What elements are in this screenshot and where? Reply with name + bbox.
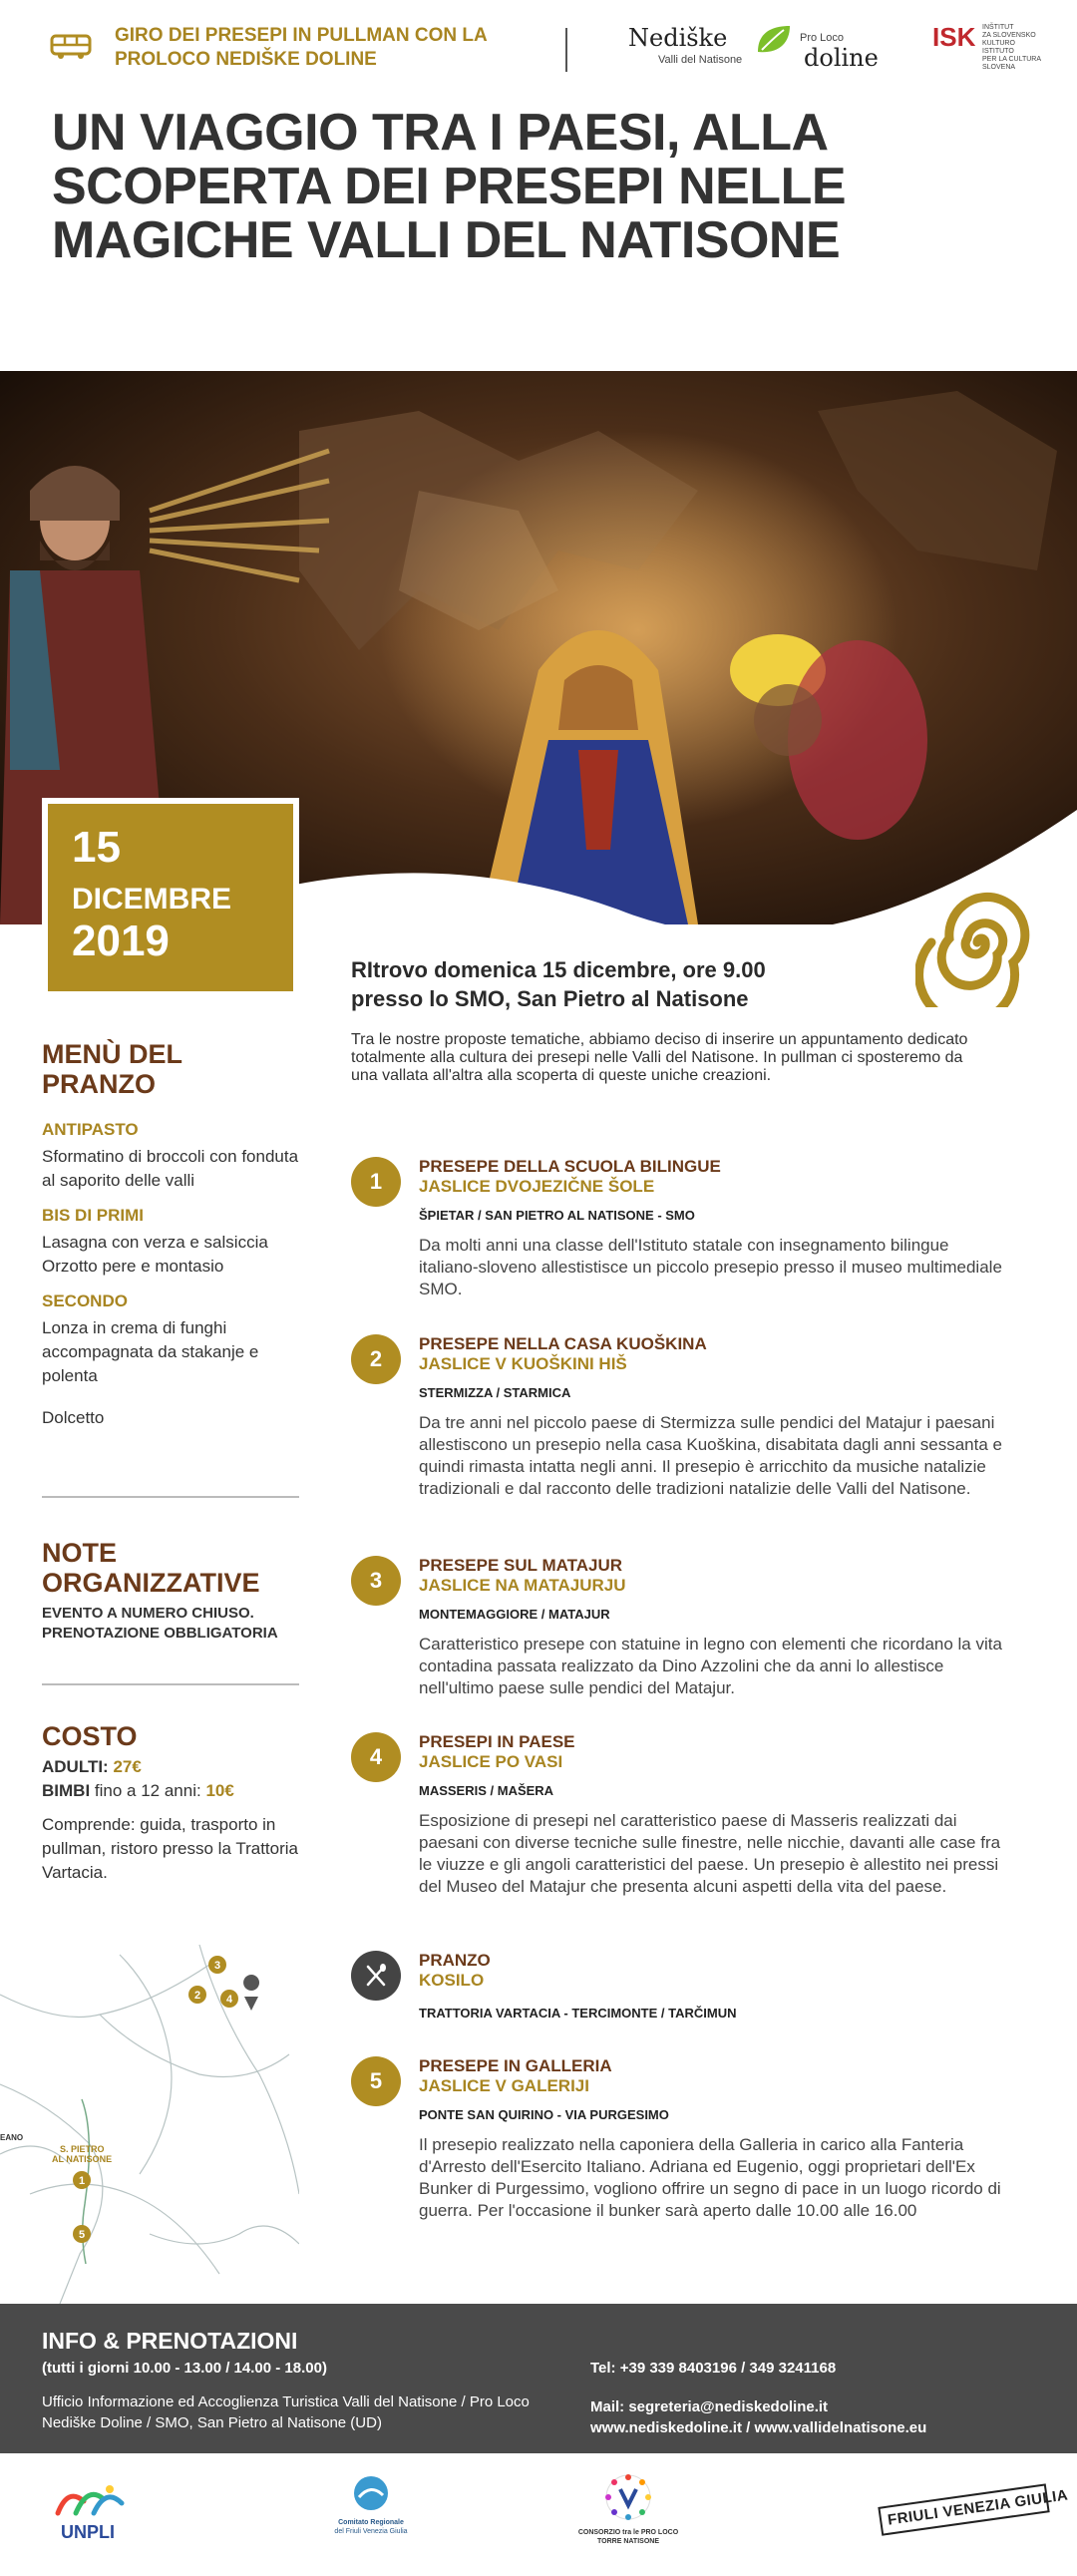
notes-line: EVENTO A NUMERO CHIUSO. [42, 1605, 254, 1622]
menu-section-text: Lasagna con verza e salsiccia Orzotto pere e montasio [42, 1233, 268, 1276]
header-divider [565, 28, 567, 72]
notes-title: NOTE ORGANIZZATIVE [42, 1538, 260, 1598]
route-map [0, 1935, 299, 2304]
map-pin-label: 2 [193, 1990, 201, 2002]
fork-knife-icon [351, 1951, 401, 2001]
stop-description: Da tre anni nel piccolo paese di Stermizza sulle pendici del Matajur i paesani allestiscono un presepio nella casa Kuoškina, disabitata dagli anni sessanta e quindi rimasta intatta negli anni. Il presepio è arricchito da musiche natalizie tradizionali e dal racconto delle tradizioni natalizie delle Valli del Natisone. [419, 1413, 1002, 1498]
stop-title: PRESEPI IN PAESE [419, 1732, 575, 1751]
stop-number: 1 [351, 1157, 401, 1207]
map-label: AL NATISONE [52, 2154, 113, 2164]
stop-subtitle: JASLICE V KUOŠKINI HIŠ [419, 1354, 627, 1373]
cost-title: COSTO [42, 1721, 138, 1751]
stop-number: 3 [351, 1556, 401, 1606]
stop-description: Esposizione di presepi nel caratteristico paese di Masseris realizzati dai paesani con diverse tecniche sulle finestre, nelle nicchie, davanti alle case fra le viuzze e gli angoli caratteristici del paese. Un presepio è allestito nei pressi del Museo del Matajur che presenta alcuni aspetti della vita del paese. [419, 1811, 1001, 1896]
restaurant-pin-icon [243, 1975, 259, 2011]
map-pin-label: 3 [213, 1960, 221, 1972]
menu-title: MENÙ DEL PRANZO [42, 1039, 182, 1099]
menu-section-text: Sformatino di broccoli con fonduta al saporito delle valli [42, 1147, 299, 1190]
date-year: 2019 [72, 917, 170, 965]
stop-number: 4 [351, 1732, 401, 1782]
bus-icon [50, 34, 92, 60]
meeting-line: RItrovo domenica 15 dicembre, ore 9.00 [351, 957, 766, 982]
stop-description: Il presepio realizzato nella caponiera della Galleria in carico alla Fanteria d'Arresto dell'Esercito Italiano. Adriana ed Eugenio, oggi proprietari dell'Ex Bunker di Purgessimo, vogliono offrire un segno di pace in un luogo ricordo di guerra. Per l'occasione il bunker sarà aperto dalle 10.00 alle 16.00 [419, 2135, 1001, 2220]
kids-label: BIMBI [42, 1781, 91, 1800]
stop-location: PONTE SAN QUIRINO - VIA PURGESIMO [419, 2107, 669, 2122]
stop-location: STERMIZZA / STARMICA [419, 1385, 571, 1400]
stop-subtitle: JASLICE NA MATAJURJU [419, 1576, 626, 1595]
stop-location: MONTEMAGGIORE / MATAJUR [419, 1607, 610, 1622]
info-office: Ufficio Informazione ed Accoglienza Turistica Valli del Natisone / Pro Loco Nediške Doline / SMO, San Pietro al Natisone (UD) [42, 2393, 530, 2431]
notes-line: PRENOTAZIONE OBBLIGATORIA [42, 1625, 278, 1642]
stop-title: PRESEPE NELLA CASA KUOŠKINA [419, 1334, 707, 1353]
menu-dessert: Dolcetto [42, 1408, 105, 1427]
menu-section-text: Lonza in crema di funghi accompagnata da stakanje e polenta [42, 1318, 259, 1385]
map-pin-label: 1 [78, 2175, 86, 2187]
sponsor-logos [0, 2453, 1077, 2576]
adults-label: ADULTI: [42, 1757, 109, 1776]
divider [42, 1496, 299, 1498]
info-hours: (tutti i giorni 10.00 - 13.00 / 14.00 - 18.00) [42, 2360, 327, 2377]
menu-section-label: SECONDO [42, 1291, 128, 1310]
header-title: GIRO DEI PRESEPI IN PULLMAN CON LA PROLOCO NEDIŠKE DOLINE [115, 25, 487, 70]
map-pin-label: 4 [225, 1994, 233, 2006]
map-label: EANO [0, 2133, 24, 2142]
stop-subtitle: KOSILO [419, 1971, 485, 1990]
info-email[interactable]: Mail: segreteria@nediskedoline.it [590, 2398, 829, 2415]
stop-number: 5 [351, 2056, 401, 2106]
stop-number [351, 1951, 401, 2001]
stop-subtitle: JASLICE DVOJEZIČNE ŠOLE [419, 1177, 655, 1196]
divider [42, 1683, 299, 1685]
meeting-info [351, 955, 969, 1013]
map-label: S. PIETRO [60, 2144, 105, 2154]
menu-section-label: ANTIPASTO [42, 1120, 139, 1139]
stop-location: MASSERIS / MAŠERA [419, 1783, 554, 1798]
fvg-region-logo: FRIULI VENEZIA GIULIA [878, 2483, 1050, 2542]
cost-section [42, 1721, 299, 1885]
menu-section [42, 1039, 299, 1430]
info-websites[interactable]: www.nediskedoline.it / www.vallidelnatisone.eu [590, 2419, 927, 2436]
isk-logo: ISK INŠTITUT ZA SLOVENSKO KULTURO ISTITUTO PER LA CULTURA SLOVENA [932, 22, 1041, 71]
intro-text: Tra le nostre proposte tematiche, abbiamo deciso di inserire un appuntamento dedicato totalmente alla cultura dei presepi nelle Valli del Natisone. In pullman ci sposteremo da una vallata all'altra alla scoperta di queste uniche creazioni. [351, 1031, 968, 1084]
comitato-logo: Comitato Regionale del Friuli Venezia Giulia [311, 2473, 431, 2563]
stop-title: PRESEPE SUL MATAJUR [419, 1556, 623, 1575]
header [0, 0, 1077, 95]
date-day: 15 [72, 823, 121, 872]
stop-subtitle: JASLICE PO VASI [419, 1752, 563, 1771]
map-pin-label: 5 [78, 2229, 86, 2241]
date-box [42, 798, 299, 997]
meeting-line: presso lo SMO, San Pietro al Natisone [351, 986, 749, 1011]
consorzio-logo: CONSORZIO tra le PRO LOCO TORRE NATISONE [558, 2471, 698, 2566]
info-footer [0, 2304, 1077, 2453]
stop-number: 2 [351, 1334, 401, 1384]
adults-price: 27€ [113, 1757, 142, 1776]
stop-subtitle: JASLICE V GALERIJI [419, 2076, 589, 2095]
stop-title: PRESEPE IN GALLERIA [419, 2056, 612, 2075]
stop-title: PRESEPE DELLA SCUOLA BILINGUE [419, 1157, 721, 1176]
info-phone[interactable]: Tel: +39 339 8403196 / 349 3241168 [590, 2360, 837, 2377]
main-title: UN VIAGGIO TRA I PAESI, ALLA SCOPERTA DEI PRESEPI NELLE MAGICHE VALLI DEL NATISONE [52, 104, 847, 269]
info-title: INFO & PRENOTAZIONI [42, 2328, 298, 2354]
date-month: DICEMBRE [72, 883, 232, 916]
stop-title: PRANZO [419, 1951, 491, 1970]
unpli-logo: UNPLI [48, 2483, 138, 2543]
stop-location: TRATTORIA VARTACIA - TERCIMONTE / TARČIMUN [419, 2006, 737, 2021]
leaf-icon [756, 24, 792, 56]
stop-location: ŠPIETAR / SAN PIETRO AL NATISONE - SMO [419, 1208, 695, 1223]
kids-price: 10€ [205, 1781, 234, 1800]
stop-description: Caratteristico presepe con statuine in legno con elementi che ricordano la vita contadina passata realizzato da Dino Azzolini che da anni lo allestisce nell'ultimo paese sulle pendici del Matajur. [419, 1635, 1002, 1697]
notes-section [42, 1538, 299, 1644]
menu-section-label: BIS DI PRIMI [42, 1206, 145, 1225]
cost-includes: Comprende: guida, trasporto in pullman, ristoro presso la Trattoria Vartacia. [42, 1815, 298, 1882]
stop-description: Da molti anni una classe dell'Istituto statale con insegnamento bilingue italiano-sloveno allestistisce un piccolo presepio presso il museo multimediale SMO. [419, 1236, 1002, 1298]
kids-text: fino a 12 anni: [90, 1781, 206, 1800]
nediske-doline-logo: Nediške Valli del Natisone Pro Loco doline [628, 24, 879, 72]
